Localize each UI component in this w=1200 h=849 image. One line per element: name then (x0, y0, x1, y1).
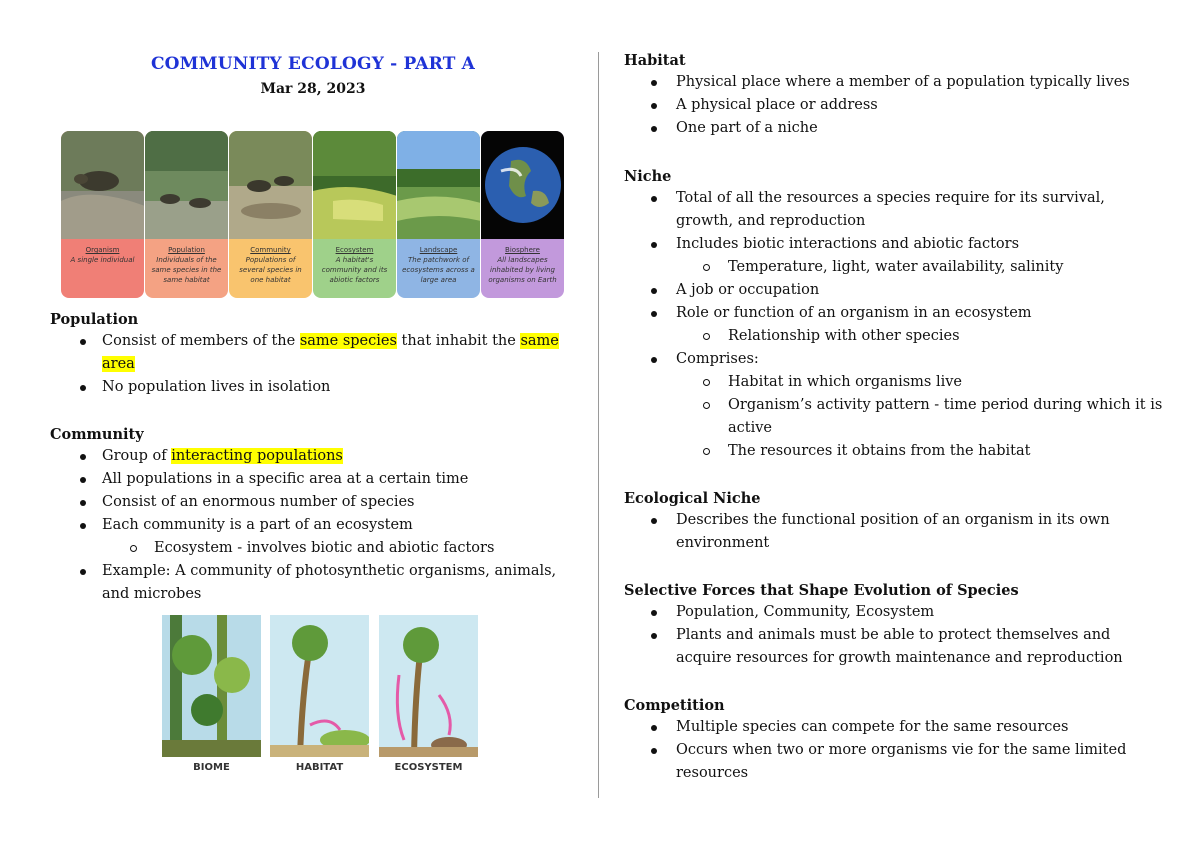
community-heading: Community (50, 426, 144, 443)
level-name: Community (250, 246, 291, 254)
sub-list-item: Temperature, light, water availability, salinity (624, 256, 1164, 279)
biosphere-photo (481, 131, 564, 239)
ecological-niche-section (624, 490, 1164, 555)
competition-heading: Competition (624, 697, 725, 714)
sub-list-item: Organism’s activity pattern - time period during which it is active (624, 394, 1164, 440)
level-community (229, 131, 312, 298)
competition-section (624, 697, 1164, 785)
list-item: Describes the functional position of an organism in its own environment (624, 509, 1164, 555)
level-desc: Populations of several species in one habitat (239, 256, 302, 284)
level-name: Landscape (419, 246, 458, 254)
highlight: same species (299, 333, 397, 349)
level-ecosystem (313, 131, 396, 298)
highlight: interacting populations (171, 448, 343, 464)
population-heading: Population (50, 311, 139, 328)
biome-panel (162, 615, 261, 757)
ecosystem-panel (379, 615, 478, 757)
list-item: Consist of an enormous number of species (50, 491, 580, 514)
level-name: Biosphere (505, 246, 540, 254)
page-title: COMMUNITY ECOLOGY - PART A (150, 54, 476, 74)
list-item (50, 330, 580, 376)
list-item: Comprises: (624, 348, 1164, 371)
level-name: Population (168, 246, 205, 254)
sub-list-item: The resources it obtains from the habitat (624, 440, 1164, 463)
sub-list-item: Ecosystem - involves biotic and abiotic factors (50, 537, 580, 560)
landscape-photo (397, 131, 480, 239)
biome-label: BIOME (193, 762, 230, 773)
level-desc: The patchwork of ecosystems across a large area (402, 256, 475, 284)
ecosystem-photo (313, 131, 396, 239)
level-desc: A habitat's community and its abiotic factors (321, 256, 388, 284)
level-desc: Individuals of the same species in the same habitat (151, 256, 222, 284)
list-item: Total of all the resources a species require for its survival, growth, and reproduction (624, 187, 1164, 233)
text: Consist of members of the (102, 333, 300, 349)
niche-heading: Niche (624, 168, 672, 185)
community-section (50, 426, 580, 606)
text: Group of (102, 448, 172, 464)
biome-habitat-ecosystem-illustration (162, 615, 462, 780)
list-item: All populations in a specific area at a certain time (50, 468, 580, 491)
list-item: Population, Community, Ecosystem (624, 601, 1164, 624)
list-item: Role or function of an organism in an ecosystem (624, 302, 1164, 325)
organism-photo (61, 131, 144, 239)
list-item: Occurs when two or more organisms vie for the same limited resources (624, 739, 1164, 785)
niche-section (624, 168, 1164, 463)
level-name: Ecosystem (335, 246, 374, 254)
level-population (145, 131, 228, 298)
population-section (50, 311, 580, 399)
habitat-heading: Habitat (624, 52, 686, 69)
highlight: same area (102, 333, 559, 372)
list-item: Example: A community of photosynthetic organisms, animals, and microbes (50, 560, 580, 606)
list-item: One part of a niche (624, 117, 1164, 140)
population-photo (145, 131, 228, 239)
list-item: Multiple species can compete for the same resources (624, 716, 1164, 739)
level-organism (61, 131, 144, 298)
ecological-niche-heading: Ecological Niche (624, 490, 761, 507)
level-landscape (397, 131, 480, 298)
sub-list-item: Habitat in which organisms live (624, 371, 1164, 394)
habitat-label: HABITAT (295, 762, 344, 773)
list-item: Includes biotic interactions and abiotic factors (624, 233, 1164, 256)
list-item: No population lives in isolation (50, 376, 580, 399)
page-date: Mar 28, 2023 (260, 81, 366, 97)
list-item: A physical place or address (624, 94, 1164, 117)
habitat-section (624, 52, 1164, 140)
selective-forces-heading: Selective Forces that Shape Evolution of Species (624, 582, 1019, 599)
list-item (50, 445, 580, 468)
level-desc: A single individual (70, 256, 135, 264)
level-biosphere (481, 131, 564, 298)
level-desc: All landscapes inhabited by living organisms on Earth (488, 256, 557, 284)
habitat-panel (270, 615, 369, 757)
text: that inhabit the (396, 333, 521, 349)
ecology-levels-figure (61, 131, 564, 298)
list-item: Each community is a part of an ecosystem (50, 514, 580, 537)
sub-list-item: Relationship with other species (624, 325, 1164, 348)
selective-forces-section (624, 582, 1164, 670)
community-photo (229, 131, 312, 239)
ecosystem-label: ECOSYSTEM (394, 762, 463, 773)
list-item: A job or occupation (624, 279, 1164, 302)
list-item: Physical place where a member of a population typically lives (624, 71, 1164, 94)
level-name: Organism (85, 246, 120, 254)
column-divider (598, 52, 599, 798)
list-item: Plants and animals must be able to protect themselves and acquire resources for growth maintenance and reproduction (624, 624, 1164, 670)
